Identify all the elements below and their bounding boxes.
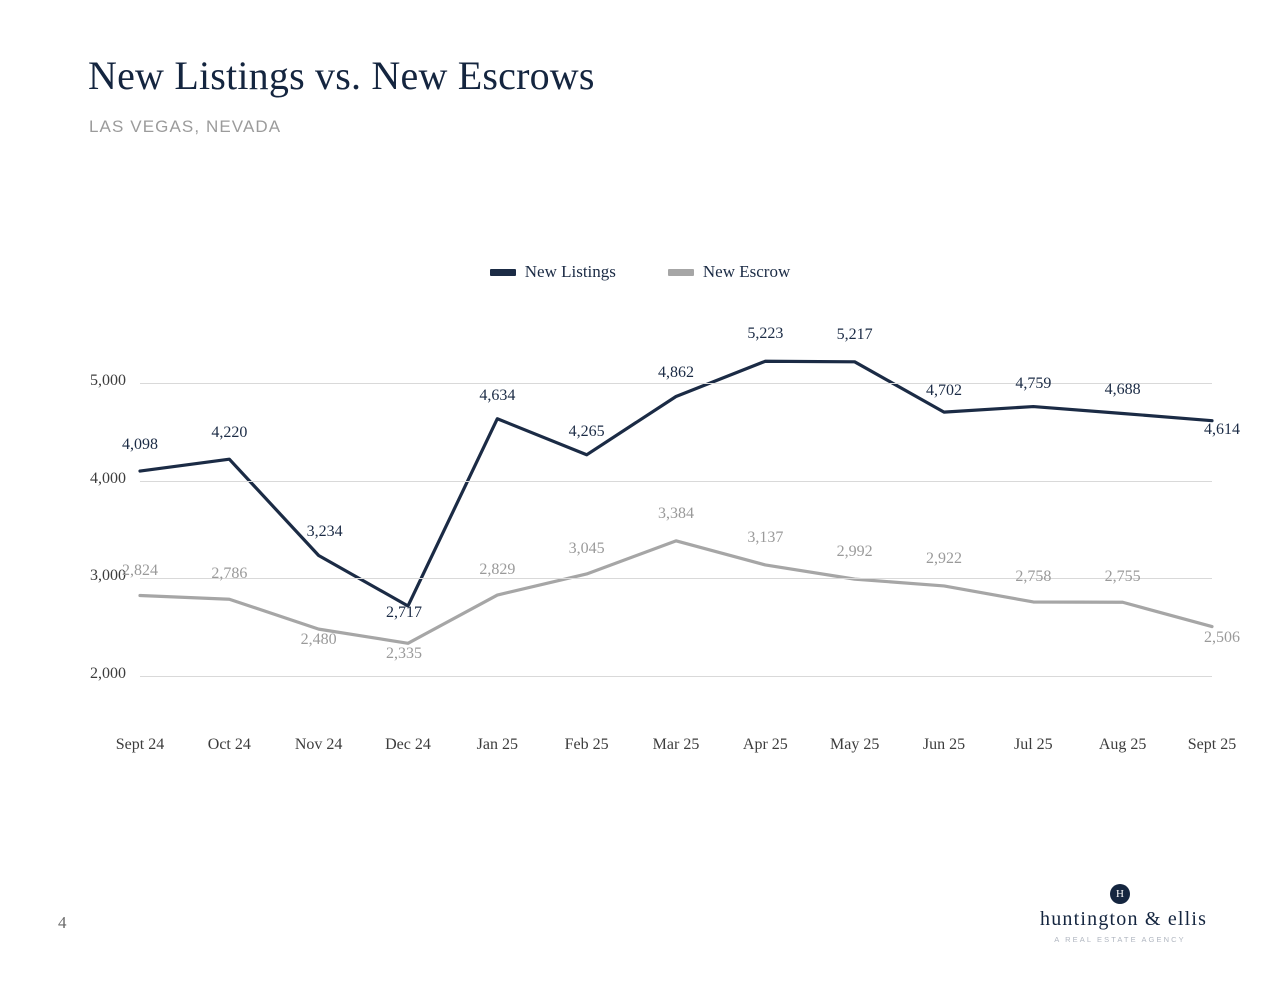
grid-line bbox=[140, 481, 1212, 482]
x-axis-tick-label: Sept 24 bbox=[115, 736, 165, 753]
brand-name: huntington & ellis bbox=[1040, 908, 1208, 930]
legend-label-new-listings: New Listings bbox=[524, 262, 616, 281]
x-axis-tick-label: Apr 25 bbox=[742, 736, 788, 753]
x-axis-tick-label: Aug 25 bbox=[1098, 736, 1147, 753]
x-axis-tick-label: Mar 25 bbox=[652, 736, 700, 753]
x-axis-tick-label: Nov 24 bbox=[294, 736, 343, 753]
data-point-label: 2,824 bbox=[122, 561, 158, 579]
data-point-label: 2,829 bbox=[479, 561, 516, 579]
x-axis-tick-label: Oct 24 bbox=[207, 736, 251, 753]
x-axis-tick-label: Sept 25 bbox=[1187, 736, 1237, 753]
brand-tagline: A REAL ESTATE AGENCY bbox=[1054, 935, 1186, 944]
data-point-label: 4,688 bbox=[1104, 381, 1141, 399]
x-axis-tick-label: Dec 24 bbox=[385, 736, 431, 753]
page-subtitle: LAS VEGAS, NEVADA bbox=[89, 117, 282, 136]
data-point-label: 2,506 bbox=[1204, 628, 1240, 646]
y-axis-tick-label: 2,000 bbox=[90, 665, 126, 682]
data-point-label: 3,045 bbox=[568, 539, 605, 557]
series-line-new-escrow bbox=[140, 541, 1212, 643]
brand-logo bbox=[1040, 884, 1208, 944]
data-point-label: 4,702 bbox=[926, 382, 962, 400]
data-point-label: 3,137 bbox=[747, 528, 784, 546]
brand-monogram-icon: H bbox=[1110, 884, 1130, 904]
data-point-label: 4,614 bbox=[1204, 420, 1240, 438]
legend-label-new-escrow: New Escrow bbox=[702, 262, 791, 281]
y-axis-tick-label: 3,000 bbox=[90, 567, 126, 585]
data-point-label: 2,755 bbox=[1104, 568, 1141, 586]
data-point-label: 2,992 bbox=[836, 543, 873, 561]
data-point-label: 2,758 bbox=[1015, 567, 1052, 585]
data-point-label: 2,335 bbox=[386, 645, 422, 663]
y-axis-tick-label: 4,000 bbox=[90, 469, 126, 487]
data-point-label: 2,922 bbox=[926, 549, 962, 567]
data-point-label: 2,480 bbox=[300, 631, 337, 649]
data-point-label: 4,098 bbox=[122, 436, 158, 454]
data-point-label: 2,786 bbox=[211, 565, 248, 583]
x-axis-tick-label: May 25 bbox=[829, 736, 880, 753]
data-point-label: 5,217 bbox=[836, 325, 873, 343]
data-point-label: 4,220 bbox=[211, 424, 248, 442]
data-point-label: 2,717 bbox=[386, 603, 422, 621]
data-point-label: 4,862 bbox=[658, 364, 694, 382]
x-axis-tick-label: Jun 25 bbox=[922, 736, 966, 753]
data-point-label: 3,234 bbox=[306, 523, 343, 541]
page-title: New Listings vs. New Escrows bbox=[88, 53, 595, 98]
data-point-label: 4,759 bbox=[1015, 374, 1052, 392]
data-point-label: 4,265 bbox=[568, 422, 605, 440]
y-axis-tick-label: 5,000 bbox=[90, 372, 126, 389]
page-number: 4 bbox=[58, 913, 67, 932]
grid-line bbox=[140, 676, 1212, 677]
x-axis-tick-label: Jul 25 bbox=[1013, 736, 1053, 753]
data-point-label: 4,634 bbox=[479, 386, 516, 404]
data-point-label: 5,223 bbox=[747, 325, 784, 343]
x-axis-tick-label: Feb 25 bbox=[564, 736, 609, 753]
data-point-label: 3,384 bbox=[658, 504, 694, 522]
x-axis-tick-label: Jan 25 bbox=[476, 736, 518, 753]
